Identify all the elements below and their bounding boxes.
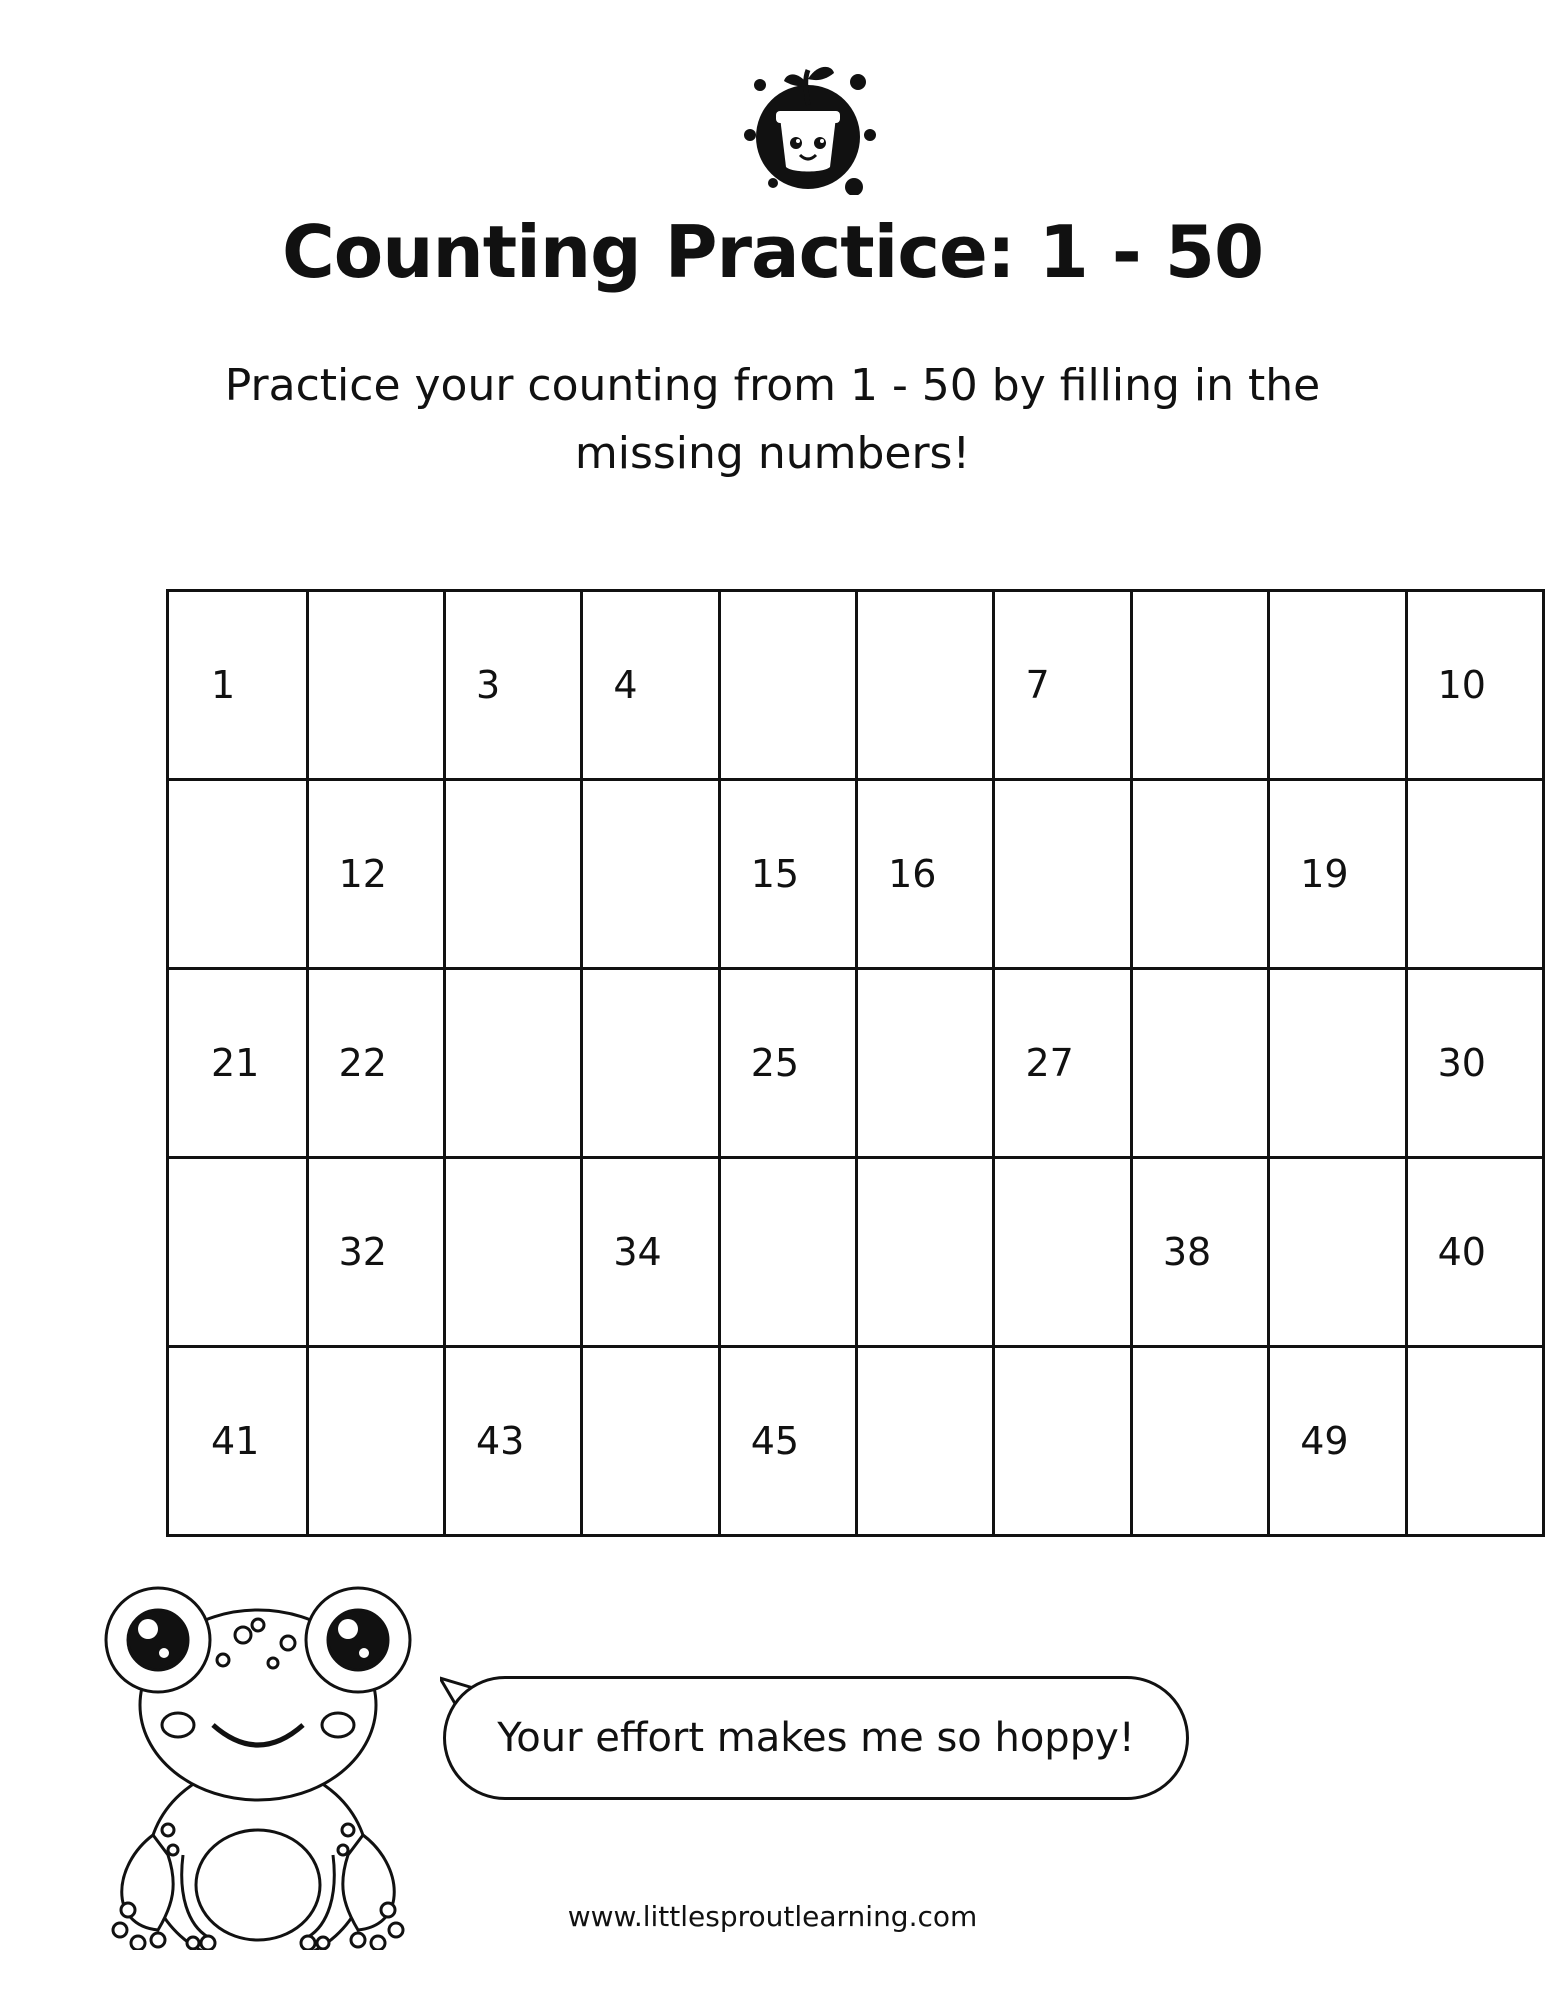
page-title: Counting Practice: 1 - 50	[281, 210, 1264, 294]
blank-cell[interactable]	[444, 780, 581, 969]
number-cell: 21	[168, 969, 308, 1158]
number-cell: 3	[444, 591, 581, 780]
blank-cell[interactable]	[307, 591, 444, 780]
number-cell: 32	[307, 1158, 444, 1347]
speech-text: Your effort makes me so hoppy!	[497, 1715, 1135, 1761]
blank-cell[interactable]	[1131, 969, 1268, 1158]
blank-cell[interactable]	[994, 1158, 1131, 1347]
sprout-pot-icon	[728, 55, 888, 195]
blank-cell[interactable]	[582, 1347, 719, 1536]
blank-cell[interactable]	[444, 969, 581, 1158]
number-cell: 40	[1406, 1158, 1543, 1347]
number-grid	[166, 589, 1545, 1537]
blank-cell[interactable]	[1406, 780, 1543, 969]
blank-cell[interactable]	[994, 780, 1131, 969]
number-cell: 25	[719, 969, 856, 1158]
grid-row	[168, 969, 1544, 1158]
blank-cell[interactable]	[307, 1347, 444, 1536]
number-cell: 10	[1406, 591, 1543, 780]
number-cell: 7	[994, 591, 1131, 780]
frog-icon	[98, 1565, 418, 1950]
speech-bubble	[443, 1676, 1189, 1800]
blank-cell[interactable]	[1131, 591, 1268, 780]
blank-cell[interactable]	[1269, 969, 1406, 1158]
blank-cell[interactable]	[582, 969, 719, 1158]
blank-cell[interactable]	[1269, 1158, 1406, 1347]
instructions: Practice your counting from 1 - 50 by filling in the missing numbers!	[224, 360, 1321, 479]
grid-row	[168, 1158, 1544, 1347]
blank-cell[interactable]	[168, 1158, 308, 1347]
number-cell: 30	[1406, 969, 1543, 1158]
blank-cell[interactable]	[719, 1158, 856, 1347]
number-cell: 16	[857, 780, 994, 969]
number-cell: 49	[1269, 1347, 1406, 1536]
number-cell: 15	[719, 780, 856, 969]
number-cell: 12	[307, 780, 444, 969]
blank-cell[interactable]	[1131, 1347, 1268, 1536]
blank-cell[interactable]	[994, 1347, 1131, 1536]
blank-cell[interactable]	[1269, 591, 1406, 780]
blank-cell[interactable]	[857, 1347, 994, 1536]
number-cell: 22	[307, 969, 444, 1158]
blank-cell[interactable]	[168, 780, 308, 969]
number-cell: 41	[168, 1347, 308, 1536]
number-cell: 4	[582, 591, 719, 780]
website-url: www.littlesproutlearning.com	[567, 1900, 978, 1933]
grid-row	[168, 780, 1544, 969]
blank-cell[interactable]	[444, 1158, 581, 1347]
number-cell: 27	[994, 969, 1131, 1158]
number-cell: 19	[1269, 780, 1406, 969]
number-cell: 1	[168, 591, 308, 780]
number-cell: 45	[719, 1347, 856, 1536]
blank-cell[interactable]	[719, 591, 856, 780]
blank-cell[interactable]	[857, 969, 994, 1158]
blank-cell[interactable]	[1131, 780, 1268, 969]
grid-row	[168, 1347, 1544, 1536]
number-cell: 34	[582, 1158, 719, 1347]
blank-cell[interactable]	[1406, 1347, 1543, 1536]
blank-cell[interactable]	[857, 591, 994, 780]
grid-row	[168, 591, 1544, 780]
blank-cell[interactable]	[857, 1158, 994, 1347]
blank-cell[interactable]	[582, 780, 719, 969]
number-cell: 43	[444, 1347, 581, 1536]
number-cell: 38	[1131, 1158, 1268, 1347]
